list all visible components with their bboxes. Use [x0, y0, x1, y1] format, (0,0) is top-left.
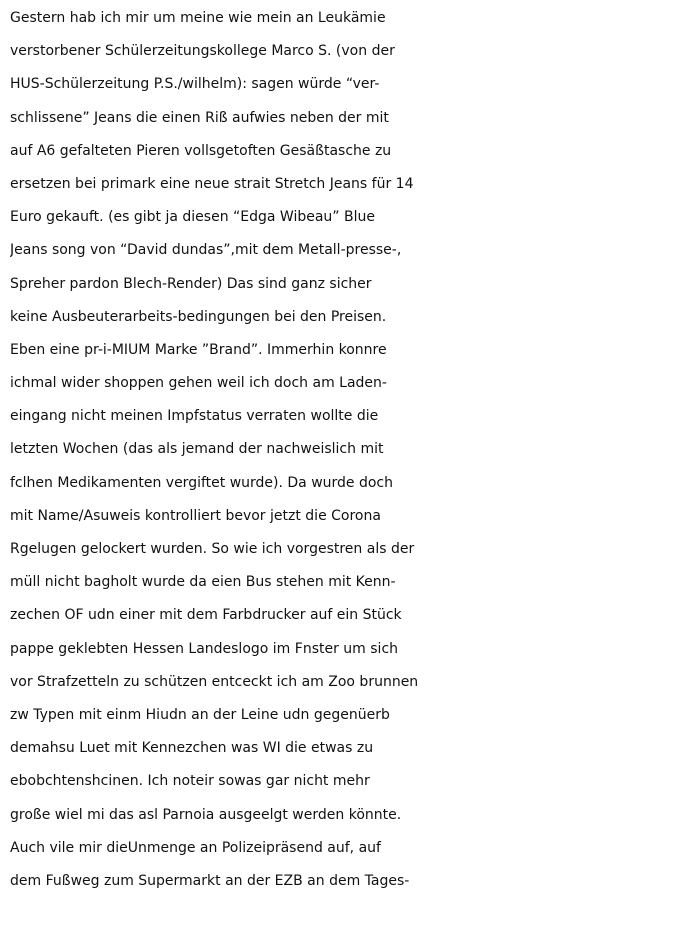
text-line: Jeans song von “David dundas”,mit dem Metall-presse-,: [10, 242, 402, 259]
text-line: Spreher pardon Blech-Render) Das sind ganz sicher: [10, 275, 372, 292]
text-line: Gestern hab ich mir um meine wie mein an Leukämie: [10, 10, 386, 26]
text-line: pappe geklebten Hessen Landeslogo im Fnster um sich: [10, 640, 399, 657]
text-line: ebobchtenshcinen. Ich noteir sowas gar nicht mehr: [10, 773, 370, 790]
text-line: fclhen Medikamenten vergiftet wurde). Da wurde doch: [10, 474, 394, 491]
body-text: [10, 2, 682, 898]
text-line: Auch vile mir dieUnmenge an Polizeipräsend auf, auf: [10, 839, 381, 856]
text-line: demahsu Luet mit Kennezchen was WI die etwas zu: [10, 740, 374, 757]
text-line: HUS-Schülerzeitung P.S./wilhelm): sagen würde “ver-: [10, 76, 380, 93]
text-line: müll nicht bagholt wurde da eien Bus stehen mit Kenn-: [10, 574, 396, 591]
text-line: dem Fußweg zum Supermarkt an der EZB an dem Tages-: [10, 872, 410, 889]
text-line: verstorbener Schülerzeitungskollege Marco S. (von der: [10, 43, 395, 60]
text-line: keine Ausbeuterarbeits-bedingungen bei den Preisen.: [10, 308, 387, 325]
text-line: letzten Wochen (das als jemand der nachweislich mit: [10, 441, 384, 458]
text-line: schlissene” Jeans die einen Riß aufwies neben der mit: [10, 109, 389, 126]
text-line: auf A6 gefalteten Pieren vollsgetoften Gesäßtasche zu: [10, 142, 392, 159]
text-line: mit Name/Asuweis kontrolliert bevor jetzt die Corona: [10, 507, 381, 524]
text-line: Euro gekauft. (es gibt ja diesen “Edga Wibeau” Blue: [10, 209, 375, 226]
text-line: zw Typen mit einm Hiudn an der Leine udn gegenüerb: [10, 706, 390, 723]
text-line: ersetzen bei primark eine neue strait Stretch Jeans für 14: [10, 175, 414, 192]
text-line: zechen OF udn einer mit dem Farbdrucker auf ein Stück: [10, 607, 402, 624]
text-line: große wiel mi das asl Parnoia ausgeelgt werden könnte.: [10, 806, 402, 823]
text-line: Rgelugen gelockert wurden. So wie ich vorgestren als der: [10, 541, 415, 557]
text-line: Eben eine pr-i-MIUM Marke ”Brand”. Immerhin konnre: [10, 341, 387, 358]
text-line: eingang nicht meinen Impfstatus verraten wollte die: [10, 408, 379, 425]
text-line: vor Strafzetteln zu schützen entceckt ich am Zoo brunnen: [10, 673, 419, 690]
text-line: ichmal wider shoppen gehen weil ich doch am Laden-: [10, 375, 387, 392]
